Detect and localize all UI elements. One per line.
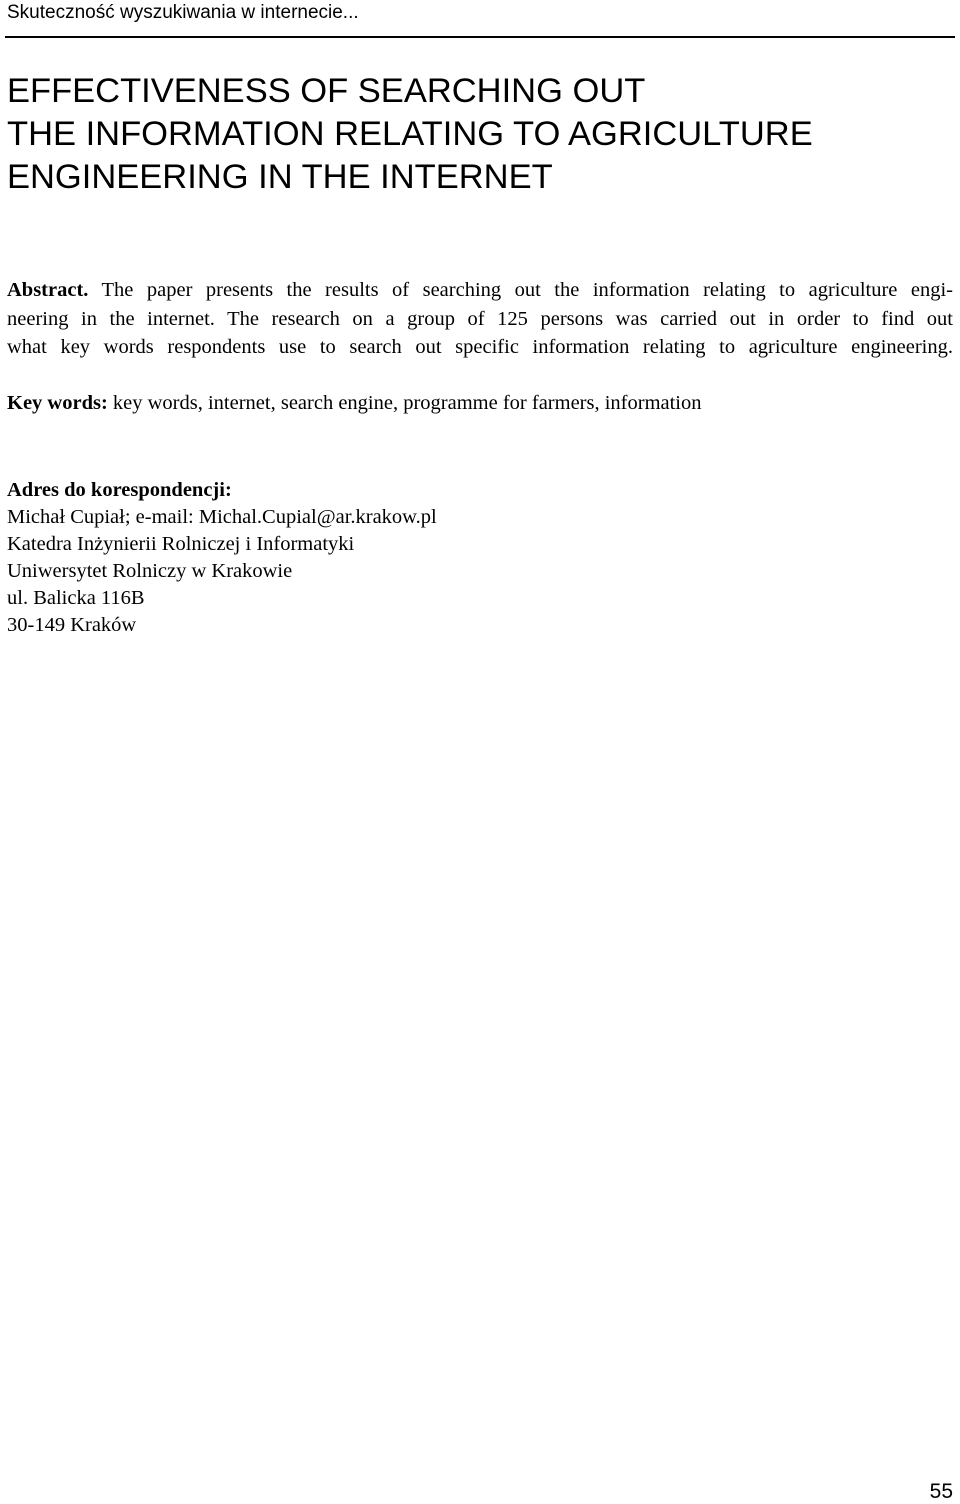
abstract-line: neering in the internet. The research on a group of 125 persons was carried out in order to find out: [7, 307, 953, 330]
title-line: EFFECTIVENESS OF SEARCHING OUT: [7, 72, 646, 110]
correspondence-line: ul. Balicka 116B: [7, 587, 145, 609]
correspondence-line: Uniwersytet Rolniczy w Krakowie: [7, 560, 293, 582]
correspondence-address: [7, 477, 437, 639]
correspondence-line: Katedra Inżynierii Rolniczej i Informatyki: [7, 533, 355, 555]
keywords: [7, 389, 702, 417]
abstract-line: [7, 276, 953, 305]
title-line: ENGINEERING IN THE INTERNET: [7, 158, 553, 196]
keywords-label: Key words:: [7, 392, 108, 414]
abstract: [7, 276, 953, 362]
abstract-line: what key words respondents use to search out specific information relating to agriculture engineering.: [7, 336, 953, 358]
correspondence-line: 30-149 Kraków: [7, 614, 137, 636]
page-number: 55: [929, 1480, 953, 1503]
title-line: THE INFORMATION RELATING TO AGRICULTURE: [7, 115, 813, 153]
abstract-text: The paper presents the results of searching out the information relating to agriculture engi-: [88, 279, 953, 301]
paper-title: [7, 70, 813, 199]
header-rule: [5, 36, 955, 38]
correspondence-label: Adres do korespondencji:: [7, 479, 232, 501]
abstract-label: Abstract.: [7, 279, 89, 301]
correspondence-line: Michał Cupiał; e-mail: Michal.Cupial@ar.krakow.pl: [7, 506, 437, 528]
keywords-text: key words, internet, search engine, programme for farmers, information: [107, 392, 702, 414]
running-title: Skuteczność wyszukiwania w internecie...: [7, 2, 359, 23]
